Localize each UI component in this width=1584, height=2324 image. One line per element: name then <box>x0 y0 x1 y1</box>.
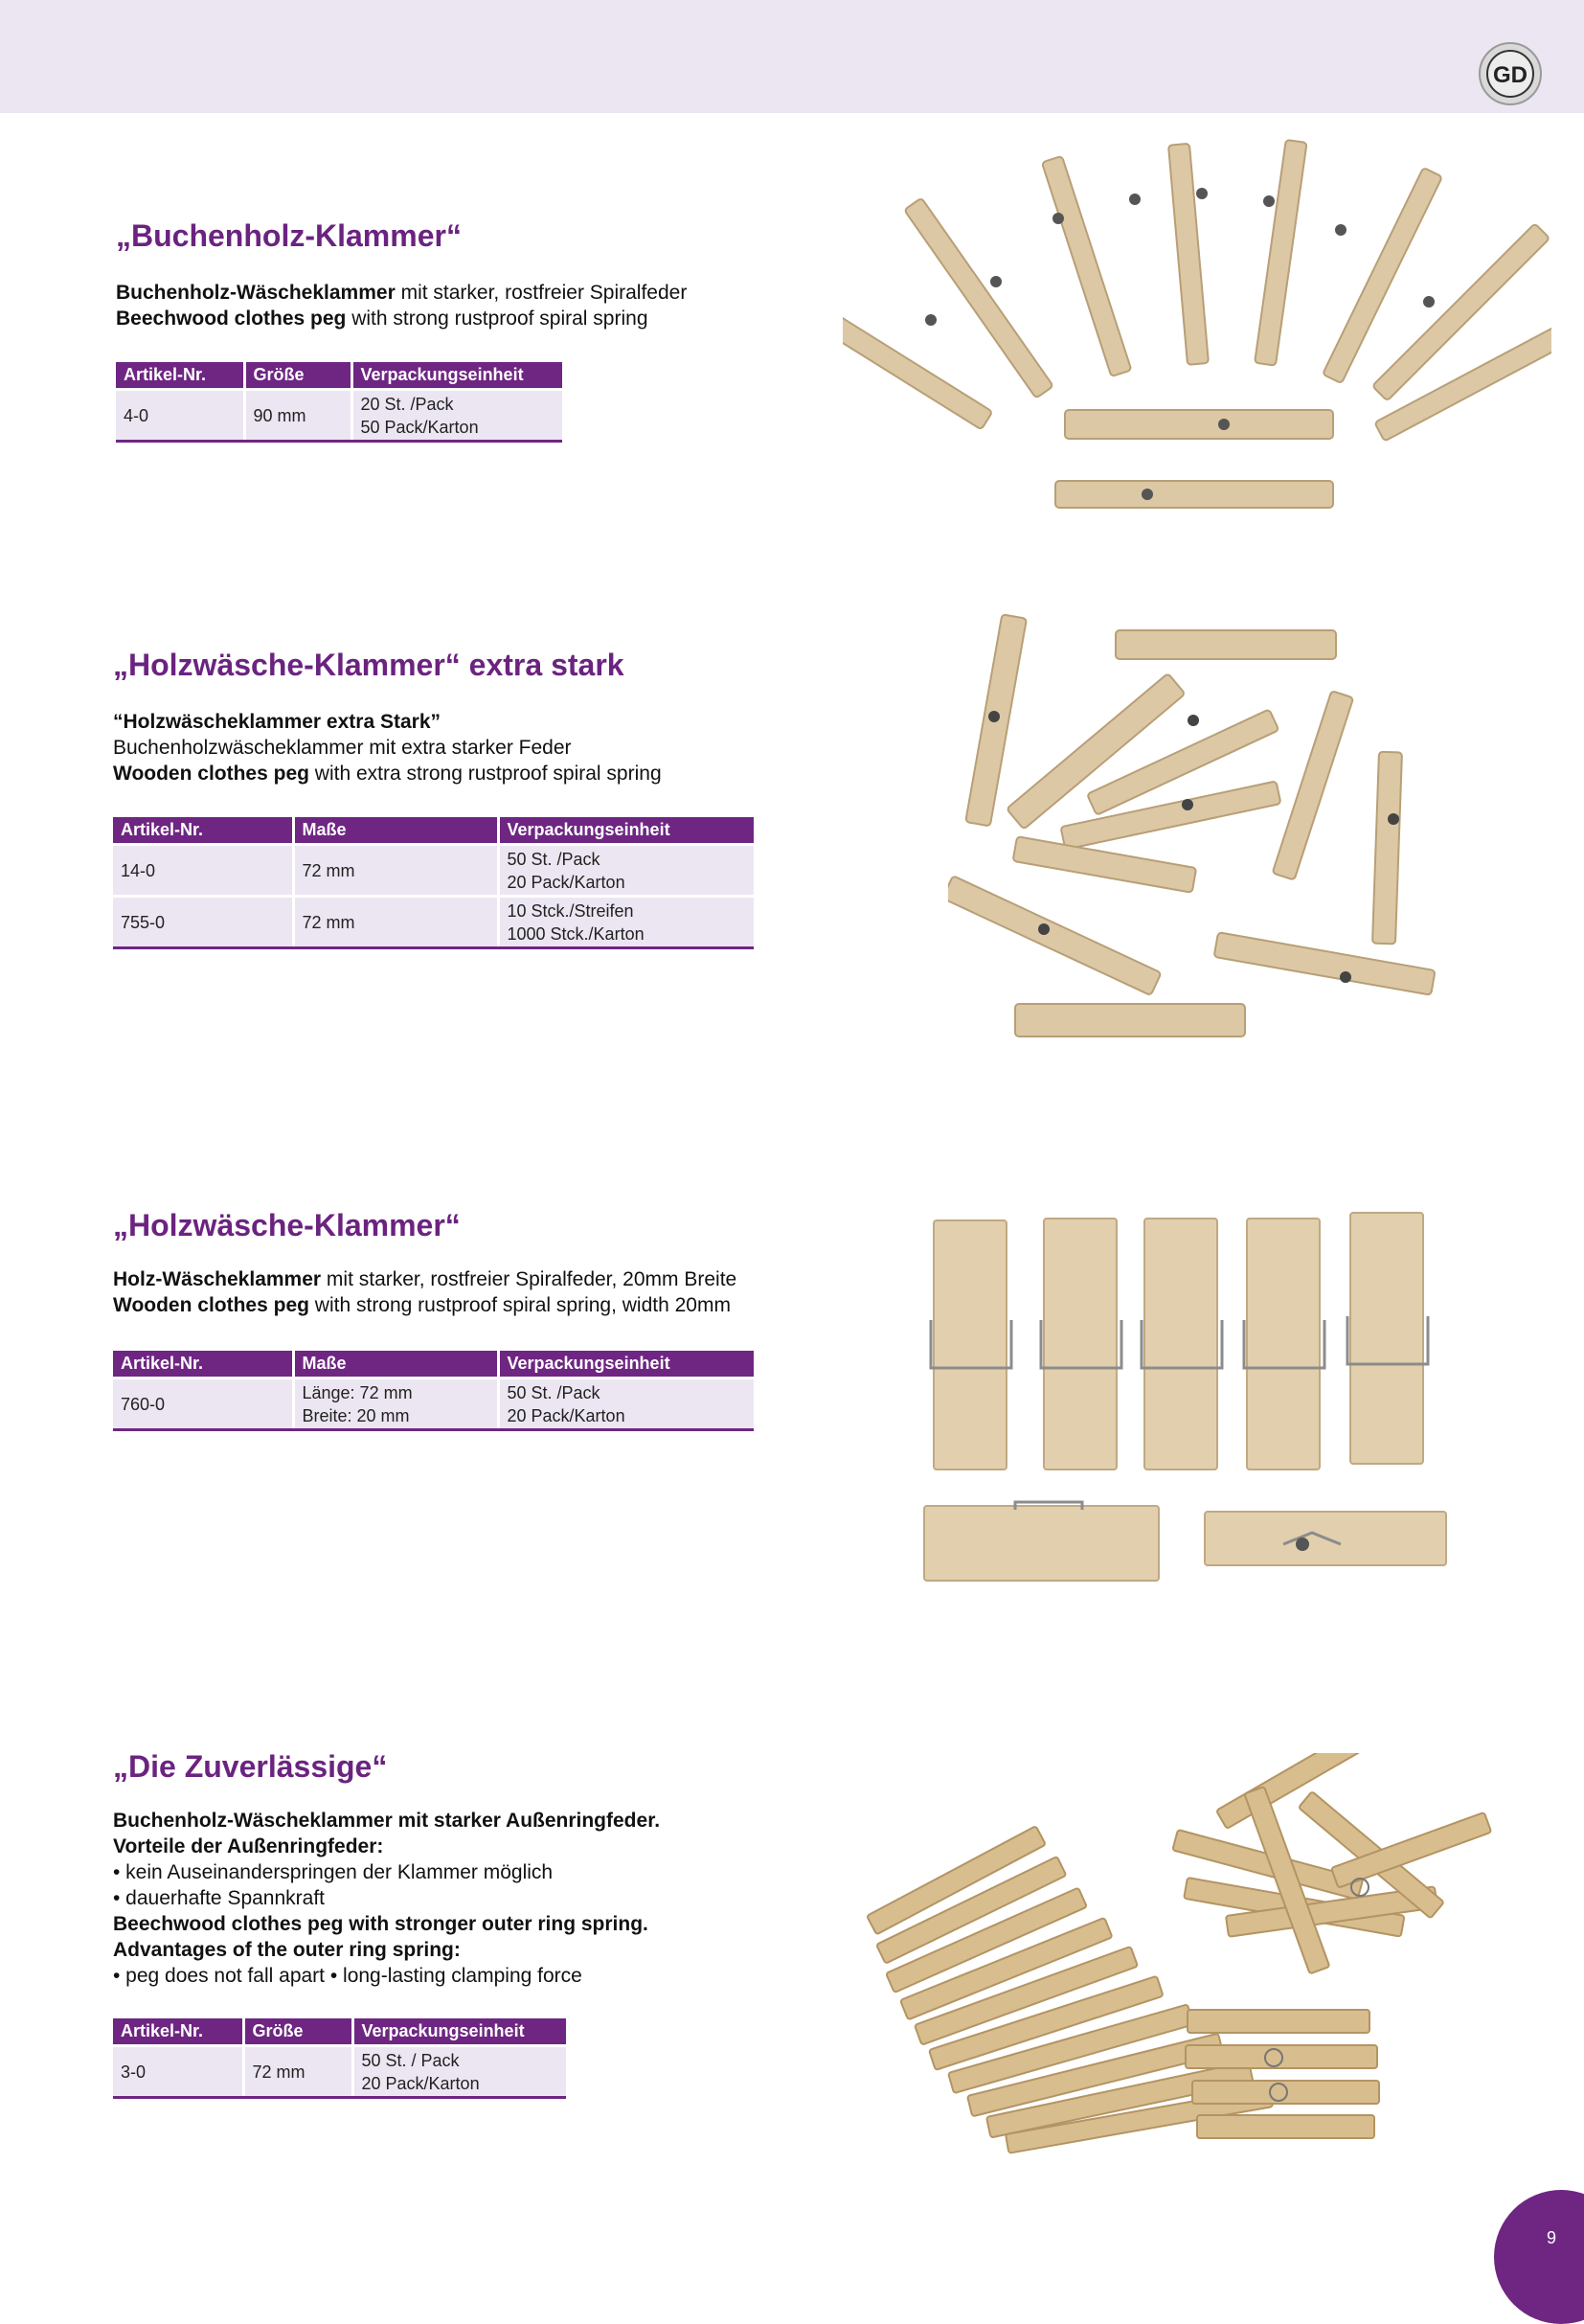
column-header: Artikel-Nr. <box>116 362 244 390</box>
column-header: Verpackungseinheit <box>351 362 562 390</box>
product-title: „Die Zuverlässige“ <box>113 1749 388 1784</box>
spec-table-header <box>113 2018 566 2046</box>
clothes-pegs-fan-photo <box>843 105 1551 546</box>
table-row <box>116 390 562 442</box>
table-row <box>113 897 754 948</box>
gd-logo <box>1479 42 1542 105</box>
product-title: „Holzwäsche-Klammer“ extra stark <box>113 648 624 682</box>
spec-table-header <box>113 817 754 845</box>
packaging-cell: 10 Stck./Streifen 1000 Stck./Karton <box>498 897 754 948</box>
product-title: „Buchenholz-Klammer“ <box>116 218 462 253</box>
column-header: Maße <box>293 1351 498 1378</box>
spec-table <box>113 2018 566 2099</box>
product-description: “Holzwäscheklammer extra Stark” Buchenholzwäscheklammer mit extra starker Feder Wooden clothes peg with extra strong rustproof spiral spring <box>113 711 662 785</box>
page-number: 9 <box>1546 2228 1556 2247</box>
table-row <box>113 2046 566 2098</box>
size-cell: 72 mm <box>293 897 498 948</box>
column-header: Größe <box>244 362 351 390</box>
packaging-cell: 20 St. /Pack 50 Pack/Karton <box>351 390 562 442</box>
packaging-cell: 50 St. /Pack 20 Pack/Karton <box>498 1378 754 1430</box>
size-cell: 72 mm <box>243 2046 352 2098</box>
column-header: Artikel-Nr. <box>113 2018 243 2046</box>
clothes-pegs-scattered-photo <box>948 613 1465 1054</box>
clothes-pegs-pile-photo <box>862 1753 1513 2155</box>
spec-table-header <box>113 1351 754 1378</box>
spec-table-header <box>116 362 562 390</box>
header-band <box>0 0 1584 113</box>
size-cell: 72 mm <box>293 845 498 897</box>
column-header: Verpackungseinheit <box>498 817 754 845</box>
article-number: 3-0 <box>113 2046 243 2098</box>
product-title: „Holzwäsche-Klammer“ <box>113 1208 461 1242</box>
packaging-cell: 50 St. / Pack 20 Pack/Karton <box>352 2046 566 2098</box>
size-cell: 90 mm <box>244 390 351 442</box>
column-header: Verpackungseinheit <box>352 2018 566 2046</box>
table-row <box>113 845 754 897</box>
column-header: Verpackungseinheit <box>498 1351 754 1378</box>
spec-table <box>113 1351 754 1431</box>
clothes-pegs-row-photo <box>919 1207 1456 1590</box>
article-number: 760-0 <box>113 1378 293 1430</box>
column-header: Maße <box>293 817 498 845</box>
table-row <box>113 1378 754 1430</box>
article-number: 14-0 <box>113 845 293 897</box>
column-header: Artikel-Nr. <box>113 1351 293 1378</box>
packaging-cell: 50 St. /Pack 20 Pack/Karton <box>498 845 754 897</box>
gd-logo-icon <box>1481 44 1540 103</box>
logo-text: GD <box>1493 62 1527 88</box>
spec-table <box>113 817 754 949</box>
product-description: Buchenholz-Wäscheklammer mit starker Außenringfeder. Vorteile der Außenringfeder: • kein Auseinanderspringen der Klammer möglich • dauerhafte Spannkraft Beechwood clothes peg with stronger outer ring spring. Advantages of the outer ring spring: • peg does not fall apart • long-lasting clamping force <box>113 1810 661 1987</box>
page-corner-badge <box>1494 2190 1584 2324</box>
column-header: Größe <box>243 2018 352 2046</box>
size-cell: Länge: 72 mm Breite: 20 mm <box>293 1378 498 1430</box>
column-header: Artikel-Nr. <box>113 817 293 845</box>
product-description: Buchenholz-Wäscheklammer mit starker, rostfreier Spiralfeder Beechwood clothes peg with strong rustproof spiral spring <box>116 282 688 330</box>
spec-table <box>116 362 562 443</box>
product-description: Holz-Wäscheklammer mit starker, rostfreier Spiralfeder, 20mm Breite Wooden clothes peg with strong rustproof spiral spring, width 20mm <box>113 1268 737 1316</box>
article-number: 4-0 <box>116 390 244 442</box>
article-number: 755-0 <box>113 897 293 948</box>
